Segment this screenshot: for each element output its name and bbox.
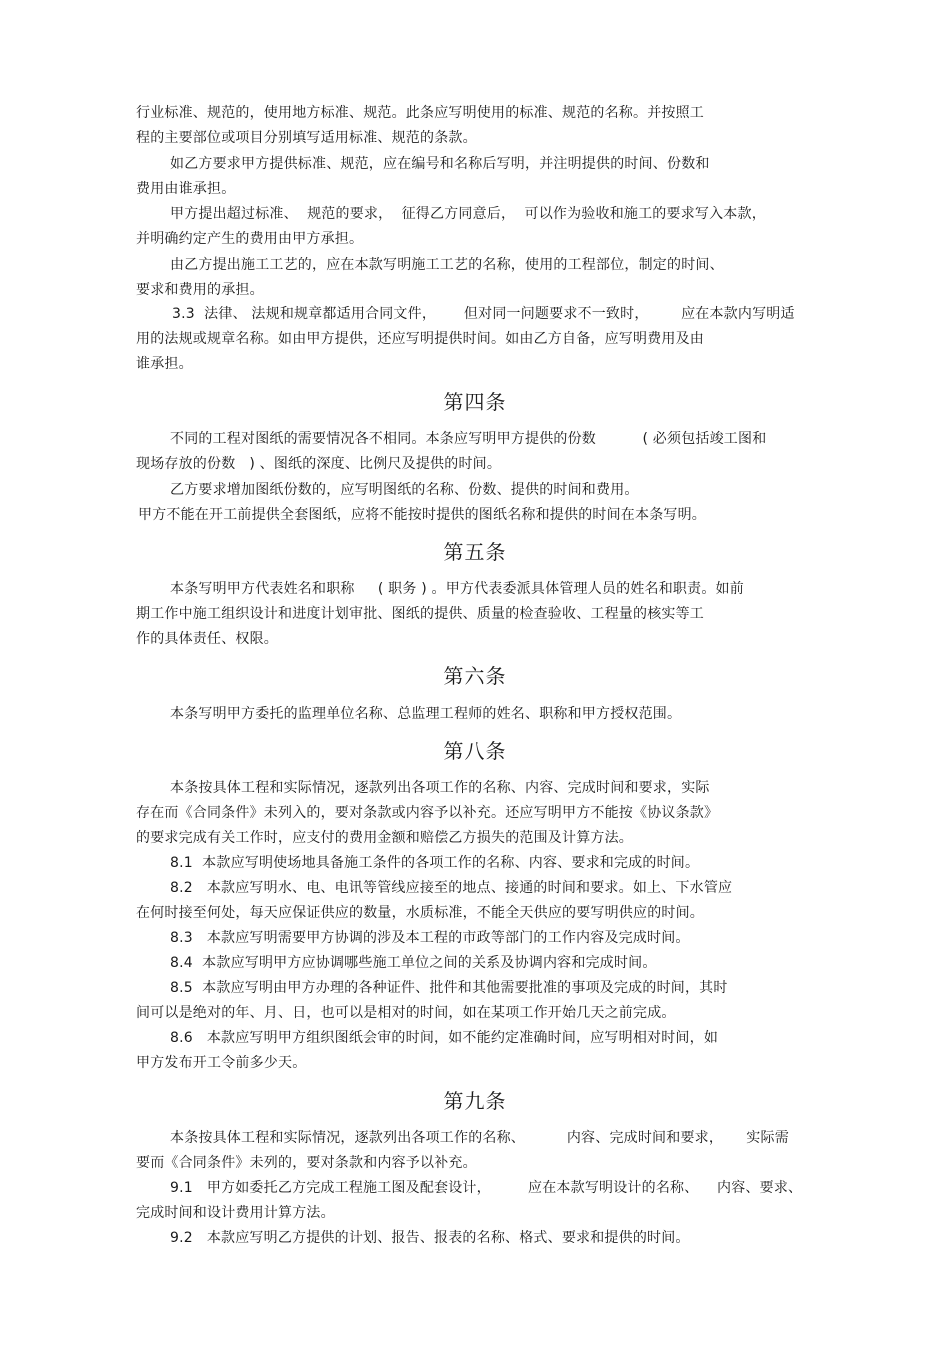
paragraph-line: 程的主要部位或项目分别填写适用标准、规范的条款。 [136,130,477,146]
paragraph-line: 甲方提出超过标准、 规范的要求， 征得乙方同意后， 可以作为验收和施工的要求写入本款， [170,206,766,222]
section-heading: 第八条 [443,739,507,763]
paragraph-line: 用的法规或规章名称。如由甲方提供，还应写明提供时间。如由乙方自备，应写明费用及由 [136,331,704,347]
paragraph-line: 乙方要求增加图纸份数的，应写明图纸的名称、份数、提供的时间和费用。 [170,482,639,498]
paragraph-line: 本条写明甲方代表姓名和职称 ( 职务 ) 。甲方代表委派具体管理人员的姓名和职责。如前 [170,581,744,597]
paragraph-line: 不同的工程对图纸的需要情况各不相同。本条应写明甲方提供的份数 ( 必须包括竣工图和 [170,431,767,447]
paragraph-line: 8.1 本款应写明使场地具备施工条件的各项工作的名称、内容、要求和完成的时间。 [170,855,700,871]
section-heading: 第九条 [443,1089,507,1113]
paragraph-line: 8.4 本款应写明甲方应协调哪些施工单位之间的关系及协调内容和完成时间。 [170,955,657,971]
paragraph-line: 本条按具体工程和实际情况，逐款列出各项工作的名称、 内容、完成时间和要求， 实际需 [170,1130,789,1146]
paragraph-line: 要求和费用的承担。 [136,282,264,298]
paragraph-line: 本条按具体工程和实际情况，逐款列出各项工作的名称、内容、完成时间和要求，实际 [170,780,710,796]
paragraph-line: 8.5 本款应写明由甲方办理的各种证件、批件和其他需要批准的事项及完成的时间，其时 [170,980,728,996]
paragraph-line: 8.6 本款应写明甲方组织图纸会审的时间，如不能约定准确时间，应写明相对时间，如 [170,1030,719,1046]
paragraph-line: 的要求完成有关工作时，应支付的费用金额和赔偿乙方损失的范围及计算方法。 [136,830,633,846]
paragraph-line: 现场存放的份数 ) 、图纸的深度、比例尺及提供的时间。 [136,456,502,472]
paragraph-line: 8.3 本款应写明需要甲方协调的涉及本工程的市政等部门的工作内容及完成时间。 [170,930,690,946]
paragraph-line: 本条写明甲方委托的监理单位名称、总监理工程师的姓名、职称和甲方授权范围。 [170,706,682,722]
paragraph-line: 谁承担。 [136,356,193,372]
paragraph-line: 存在而《合同条件》未列入的，要对条款或内容予以补充。还应写明甲方不能按《协议条款》 [136,805,719,821]
paragraph-line: 在何时接至何处，每天应保证供应的数量，水质标准，不能全天供应的要写明供应的时间。 [136,905,704,921]
paragraph-line: 9.2 本款应写明乙方提供的计划、报告、报表的名称、格式、要求和提供的时间。 [170,1230,690,1246]
paragraph-line: 9.1 甲方如委托乙方完成工程施工图及配套设计， 应在本款写明设计的名称、 内容、要求、 [170,1180,803,1196]
paragraph-line: 8.2 本款应写明水、电、电讯等管线应接至的地点、接通的时间和要求。如上、下水管应 [170,880,733,896]
paragraph-line: 作的具体责任、权限。 [136,631,278,647]
paragraph-line: 如乙方要求甲方提供标准、规范，应在编号和名称后写明，并注明提供的时间、份数和 [170,156,710,172]
section-heading: 第五条 [443,540,507,564]
paragraph-line: 甲方发布开工令前多少天。 [136,1055,307,1071]
paragraph-line: 间可以是绝对的年、月、日，也可以是相对的时间，如在某项工作开始几天之前完成。 [136,1005,676,1021]
paragraph-line: 行业标准、规范的，使用地方标准、规范。此条应写明使用的标准、规范的名称。并按照工 [136,105,704,121]
paragraph-line: 要而《合同条件》未列的，要对条款和内容予以补充。 [136,1155,477,1171]
section-heading: 第六条 [443,664,507,688]
paragraph-line: 费用由谁承担。 [136,181,236,197]
section-heading: 第四条 [443,390,507,414]
paragraph-line: 由乙方提出施工工艺的，应在本款写明施工工艺的名称，使用的工程部位，制定的时间、 [170,257,724,273]
paragraph-line: 甲方不能在开工前提供全套图纸，应将不能按时提供的图纸名称和提供的时间在本条写明。 [138,507,706,523]
paragraph-line: 并明确约定产生的费用由甲方承担。 [136,231,364,247]
paragraph-line: 3.3 法律、 法规和规章都适用合同文件， 但对同一问题要求不一致时， 应在本款内写明适 [172,306,795,322]
paragraph-line: 期工作中施工组织设计和进度计划审批、图纸的提供、质量的检查验收、工程量的核实等工 [136,606,704,622]
paragraph-line: 完成时间和设计费用计算方法。 [136,1205,335,1221]
